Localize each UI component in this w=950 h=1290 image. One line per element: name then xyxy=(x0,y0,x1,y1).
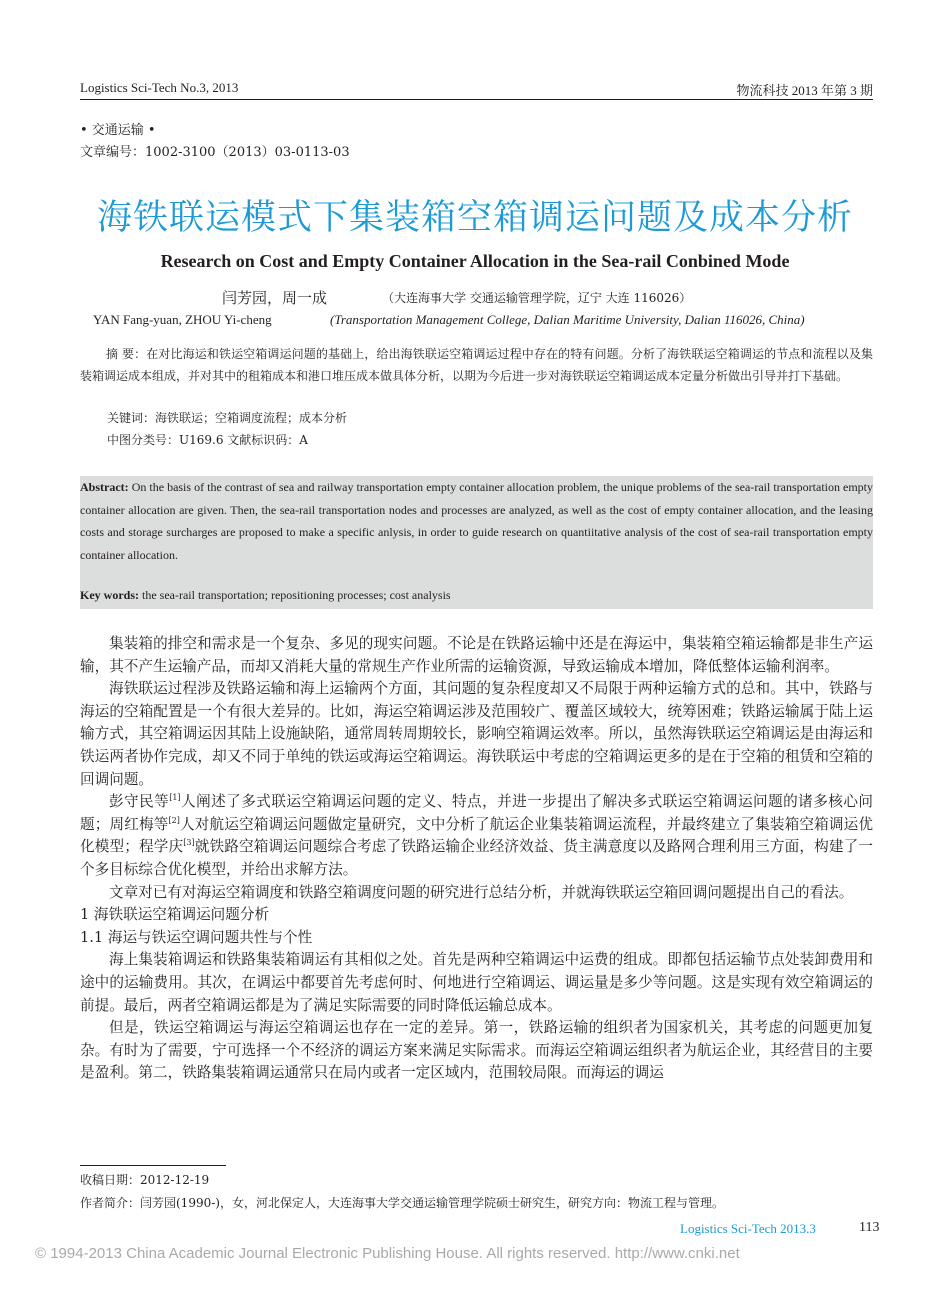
footnote-rule xyxy=(80,1165,226,1166)
footnote-author-bio: 作者简介：闫芳园(1990-)，女，河北保定人，大连海事大学交通运输管理学院硕士研究生，研究方向：物流工程与管理。 xyxy=(80,1196,724,1210)
section-heading-1: 1 海铁联运空箱调运问题分析 xyxy=(80,906,270,924)
running-header-right: 物流科技 2013 年第 3 期 xyxy=(736,83,873,98)
running-header-left: Logistics Sci-Tech No.3, 2013 xyxy=(80,80,239,95)
title-english: Research on Cost and Empty Container Allocation in the Sea-rail Conbined Mode xyxy=(160,251,790,271)
citation-ref-2: [2] xyxy=(168,815,180,825)
paragraph-text: 人阐述了多式联运空箱调运问题的定义、特点，并进一步提出了解决多式联运空箱调运问题的诸多核心问题；周红梅等 xyxy=(80,793,873,833)
affiliation-english: (Transportation Management College, Dalian Maritime University, Dalian 116026, China) xyxy=(330,312,805,327)
header-rule xyxy=(80,99,873,100)
classification-codes: 中图分类号：U169.6 文献标识码：A xyxy=(107,433,308,447)
paragraph-citations xyxy=(80,791,873,881)
paragraph: 但是，铁运空箱调运与海运空箱调运也存在一定的差异。第一，铁路运输的组织者为国家机关，其考虑的问题更加复杂。有时为了需要，宁可选择一个不经济的调运方案来满足实际需求。而海运空箱调运组织者为航运企业，其经营目的主要是盈利。第二，铁路集装箱调运通常只在局内或者一定区域内，范围较局限。而海运的调运 xyxy=(80,1019,873,1082)
authors-chinese: 闫芳园，周一成 xyxy=(222,289,328,307)
copyright-notice: © 1994-2013 China Academic Journal Electronic Publishing House. All rights reserved. http://www.cnki.net xyxy=(35,1245,740,1262)
abstract-english-text: On the basis of the contrast of sea and railway transportation empty container allocation problem, the unique problems of the sea-rail transportation empty container allocation are given. Then, the sea-rail transportation nodes and processes are analyzed, as well as the cost of empty container allocation, and the leasing costs and storage surcharges are proposed to make a specific anlysis, in order to guide research on quantiitative analysis of the cost of sea-rail transportation empty container allocation. xyxy=(80,480,874,562)
section-heading-1-1: 1.1 海运与铁运空调问题共性与个性 xyxy=(80,928,313,946)
keywords-english-text: the sea-rail transportation; repositioning processes; cost analysis xyxy=(142,588,451,602)
abstract-chinese xyxy=(80,343,873,387)
citation-ref-1: [1] xyxy=(169,793,181,803)
page-number: 113 xyxy=(859,1220,880,1235)
footer-journal: Logistics Sci-Tech 2013.3 xyxy=(680,1221,816,1236)
paragraph: 文章对已有对海运空箱调度和铁路空箱调度问题的研究进行总结分析，并就海铁联运空箱回调问题提出自己的看法。 xyxy=(109,883,854,901)
abstract-english xyxy=(80,476,873,566)
paragraph-text: 人对航运空箱调运问题做定量研究，文中分析了航运企业集装箱调运流程，并最终建立了集装箱空箱调运优化模型；程学庆 xyxy=(80,815,873,856)
paragraph: 集装箱的排空和需求是一个复杂、多见的现实问题。不论是在铁路运输中还是在海运中，集装箱空箱运输都是非生产运输，其不产生运输产品，而却又消耗大量的常规生产作业所需的运输资源，导致运输成本增加，降低整体运输利润率。 xyxy=(80,635,873,675)
paragraph-text: 就铁路空箱调运问题综合考虑了铁路运输企业经济效益、货主满意度以及路网合理利用三方面，构建了一个多目标综合优化模型，并给出求解方法。 xyxy=(80,838,873,878)
affiliation-chinese: （大连海事大学 交通运输管理学院，辽宁 大连 116026） xyxy=(382,291,692,305)
abstract-english-label: Abstract: xyxy=(80,480,129,494)
paragraph: 海上集装箱调运和铁路集装箱调运有其相似之处。首先是两种空箱调运中运费的组成。即都包括运输节点处装卸费用和途中的运输费用。其次，在调运中都要首先考虑何时、何地进行空箱调运、调运量是多少等问题。这是实现有效空箱调运的前提。最后，两者空箱调运都是为了满足实际需要的同时降低运输总成本。 xyxy=(80,951,873,1014)
article-number: 文章编号：1002-3100（2013）03-0113-03 xyxy=(80,145,350,160)
title-chinese: 海铁联运模式下集装箱空箱调运问题及成本分析 xyxy=(96,198,853,238)
keywords-english xyxy=(80,588,451,603)
footnote-received: 收稿日期：2012-12-19 xyxy=(80,1173,210,1187)
citation-ref-3: [3] xyxy=(183,838,195,848)
abstract-chinese-text: 摘 要：在对比海运和铁运空箱调运问题的基础上，给出海铁联运空箱调运过程中存在的特有问题。分析了海铁联运空箱调运的节点和流程以及集装箱调运成本组成，并对其中的租箱成本和港口堆压成本做具体分析，以期为今后进一步对海铁联运空箱调运成本定量分析做出引导并打下基础。 xyxy=(80,347,873,383)
paragraph-text: 彭守民等 xyxy=(109,793,170,811)
body-text xyxy=(80,633,873,1085)
section-category: • 交通运输 • xyxy=(80,123,156,138)
paragraph: 海铁联运过程涉及铁路运输和海上运输两个方面，其问题的复杂程度却又不局限于两种运输方式的总和。其中，铁路与海运的空箱配置是一个有很大差异的。比如，海运空箱调运涉及范围较广、覆盖区域较大，统筹困难；铁路运输属于陆上运输方式，其空箱调运因其陆上设施缺陷，通常周转周期较长，影响空箱调运效率。所以，虽然海铁联运空箱调运是由海运和铁运两者协作完成，却又不同于单纯的铁运或海运空箱调运。海铁联运中考虑的空箱调运更多的是在于空箱的租赁和空箱的回调问题。 xyxy=(80,680,873,788)
keywords-chinese: 关键词：海铁联运；空箱调度流程；成本分析 xyxy=(107,411,348,425)
authors-english: YAN Fang-yuan, ZHOU Yi-cheng xyxy=(93,312,272,327)
keywords-english-label: Key words: xyxy=(80,588,139,602)
